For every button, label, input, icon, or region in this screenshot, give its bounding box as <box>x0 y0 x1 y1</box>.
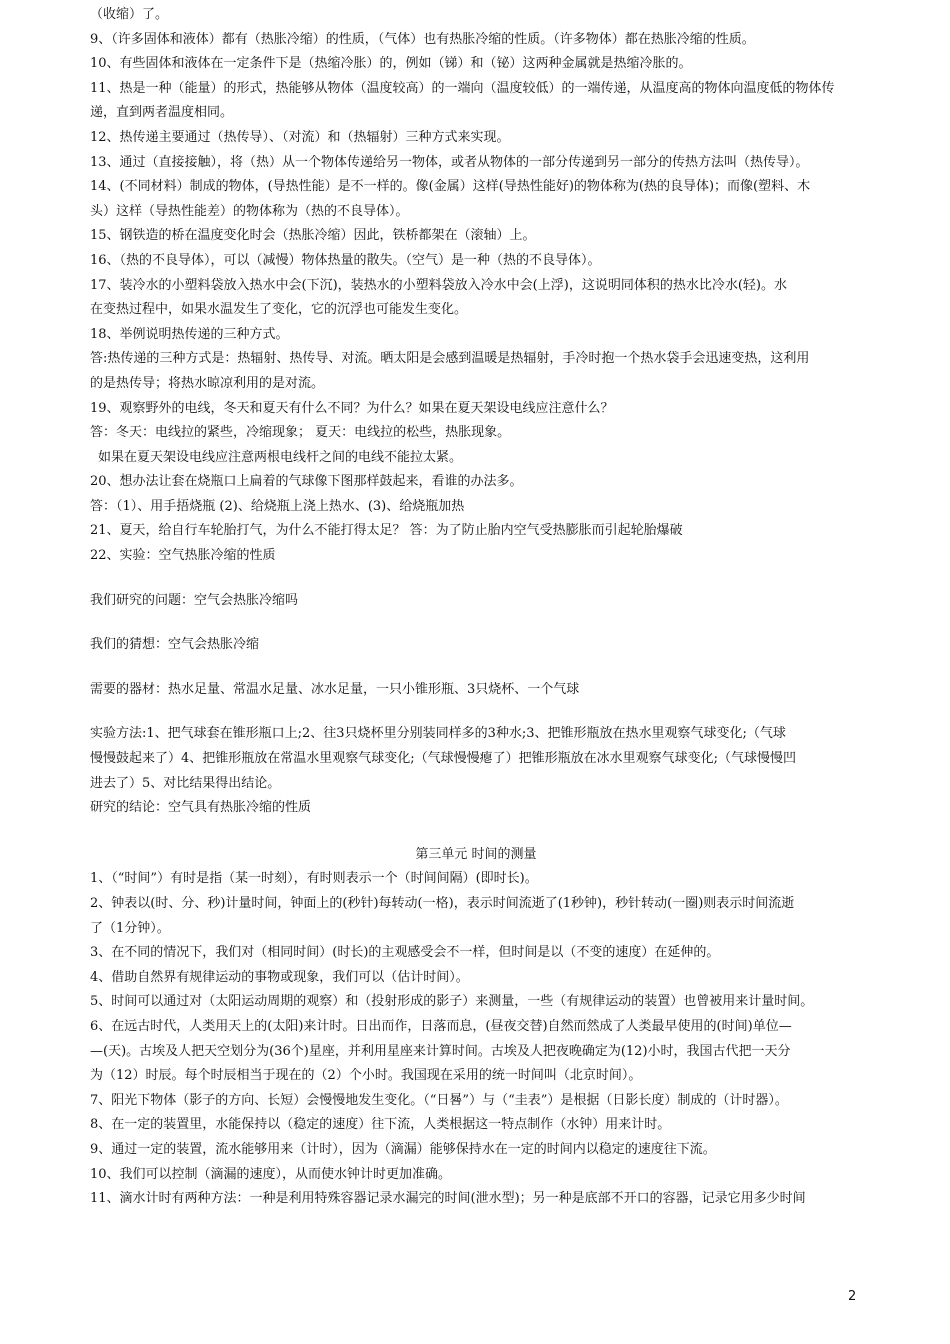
experiment-method: 慢慢鼓起来了）4、把锥形瓶放在常温水里观察气球变化;（气球慢慢瘪了）把锥形瓶放在冰水里观察气球变化;（气球慢慢凹 <box>90 751 797 767</box>
page-number: 2 <box>848 1289 857 1304</box>
text-line: 的是热传导；将热水晾凉利用的是对流。 <box>90 375 325 391</box>
text-line: 答：冬天：电线拉的紧些，冷缩现象； 夏天：电线拉的松些，热胀现象。 <box>90 425 511 441</box>
text-line: 11、滴水计时有两种方法：一种是利用特殊容器记录水漏完的时间(泄水型)；另一种是底部不开口的容器，记录它用多少时间 <box>90 1191 806 1207</box>
text-line: 3、在不同的情况下，我们对（相同时间）(时长)的主观感受会不一样，但时间是以（不变的速度）在延伸的。 <box>90 945 720 961</box>
text-line: （收缩）了。 <box>90 7 169 22</box>
text-line: 15、钢铁造的桥在温度变化时会（热胀冷缩）因此，铁桥都架在（滚轴）上。 <box>90 228 536 244</box>
text-line: 1、（“时间”）有时是指（某一时刻），有时则表示一个（时间间隔）(即时长)。 <box>90 871 538 887</box>
text-line: 递，直到两者温度相同。 <box>90 105 234 121</box>
experiment-guess: 我们的猜想：空气会热胀冷缩 <box>90 637 260 653</box>
text-line: 为（12）时辰。每个时辰相当于现在的（2）个小时。我国现在采用的统一时间叫（北京时间）。 <box>90 1068 642 1084</box>
text-line: 19、观察野外的电线，冬天和夏天有什么不同？为什么？如果在夏天架设电线应注意什么？ <box>90 400 614 416</box>
text-line: 9、（许多固体和液体）都有（热胀冷缩）的性质，（气体）也有热胀冷缩的性质。（许多物体）都在热胀冷缩的性质。 <box>90 31 755 47</box>
text-line: 了（1分钟）。 <box>90 920 170 936</box>
unit-title: 第三单元 时间的测量 <box>415 846 537 862</box>
text-line: 11、热是一种（能量）的形式，热能够从物体（温度较高）的一端向（温度较低）的一端传递，从温度高的物体向温度低的物体传 <box>90 80 835 96</box>
text-line: 14、(不同材料）制成的物体，(导热性能）是不一样的。像(金属）这样(导热性能好)的物体称为(热的良导体)；而像(塑料、木 <box>90 179 811 195</box>
text-line: 如果在夏天架设电线应注意两根电线杆之间的电线不能拉太紧。 <box>98 449 463 465</box>
text-line: 6、在远古时代，人类用天上的(太阳)来计时。日出而作，日落而息，(昼夜交替)自然而然成了人类最早使用的(时间)单位— <box>90 1018 792 1034</box>
text-line: 7、阳光下物体（影子的方向、长短）会慢慢地发生变化。（“日晷”）与（“圭表”）是根据（日影长度）制成的（计时器）。 <box>90 1092 788 1108</box>
text-line: 22、实验：空气热胀冷缩的性质 <box>90 548 276 564</box>
text-line: 20、想办法让套在烧瓶口上扁着的气球像下图那样鼓起来，看谁的办法多。 <box>90 474 523 490</box>
text-line: 10、我们可以控制（滴漏的速度），从而使水钟计时更加准确。 <box>90 1166 452 1182</box>
experiment-question: 我们研究的问题：空气会热胀冷缩吗 <box>90 592 299 608</box>
text-line: 10、有些固体和液体在一定条件下是（热缩冷胀）的，例如（锑）和（铋）这两种金属就是热缩冷胀的。 <box>90 56 692 72</box>
text-line: 5、时间可以通过对（太阳运动周期的观察）和（投射形成的影子）来测量，一些（有规律运动的装置）也曾被用来计量时间。 <box>90 994 814 1010</box>
text-line: 答：（1）、用手捂烧瓶 (2)、给烧瓶上浇上热水、(3)、给烧瓶加热 <box>90 498 465 514</box>
text-line: 17、装冷水的小塑料袋放入热水中会(下沉)，装热水的小塑料袋放入冷水中会(上浮)，这说明同体积的热水比冷水(轻)。水 <box>90 277 787 293</box>
text-line: 18、举例说明热传递的三种方式。 <box>90 326 289 342</box>
experiment-materials: 需要的器材：热水足量、常温水足量、冰水足量，一只小锥形瓶、3只烧杯、一个气球 <box>90 681 580 697</box>
text-line: 8、在一定的装置里，水能保持以（稳定的速度）往下流，人类根据这一特点制作（水钟）用来计时。 <box>90 1117 671 1133</box>
text-line: 12、热传递主要通过（热传导）、（对流）和（热辐射）三种方式来实现。 <box>90 129 510 145</box>
text-line: 头）这样（导热性能差）的物体称为（热的不良导体）。 <box>90 203 409 219</box>
text-line: 9、通过一定的装置，流水能够用来（计时），因为（滴漏）能够保持水在一定的时间内以稳定的速度往下流。 <box>90 1141 716 1157</box>
text-line: 4、借助自然界有规律运动的事物或现象，我们可以（估计时间）。 <box>90 969 469 985</box>
text-line: 13、通过（直接接触），将（热）从一个物体传递给另一物体，或者从物体的一部分传递到另一部分的传热方法叫（热传导）。 <box>90 154 809 170</box>
text-line: 21、夏天，给自行车轮胎打气，为什么不能打得太足？ 答：为了防止胎内空气受热膨胀而引起轮胎爆破 <box>90 523 683 539</box>
text-line: 2、钟表以(时、分、秒)计量时间，钟面上的(秒针)每转动(一格)，表示时间流逝了(1秒钟)，秒针转动(一圈)则表示时间流逝 <box>90 896 795 911</box>
text-line: 在变热过程中，如果水温发生了变化，它的沉浮也可能发生变化。 <box>90 302 468 318</box>
experiment-method: 实验方法:1、把气球套在锥形瓶口上;2、往3只烧杯里分别装同样多的3种水;3、把锥形瓶放在热水里观察气球变化;（气球 <box>90 726 786 742</box>
experiment-conclusion: 研究的结论：空气具有热胀冷缩的性质 <box>90 800 312 816</box>
document-page <box>90 3 862 1212</box>
text-line: —(天)。古埃及人把天空划分为(36个)星座，并利用星座来计算时间。古埃及人把夜晚确定为(12)小时，我国古代把一天分 <box>90 1043 791 1059</box>
experiment-method: 进去了）5、对比结果得出结论。 <box>90 775 281 791</box>
text-line: 答:热传递的三种方式是：热辐射、热传导、对流。晒太阳是会感到温暖是热辐射，手冷时抱一个热水袋手会迅速变热，这利用 <box>90 351 810 367</box>
text-line: 16、（热的不良导体），可以（减慢）物体热量的散失。（空气）是一种（热的不良导体）。 <box>90 252 601 268</box>
